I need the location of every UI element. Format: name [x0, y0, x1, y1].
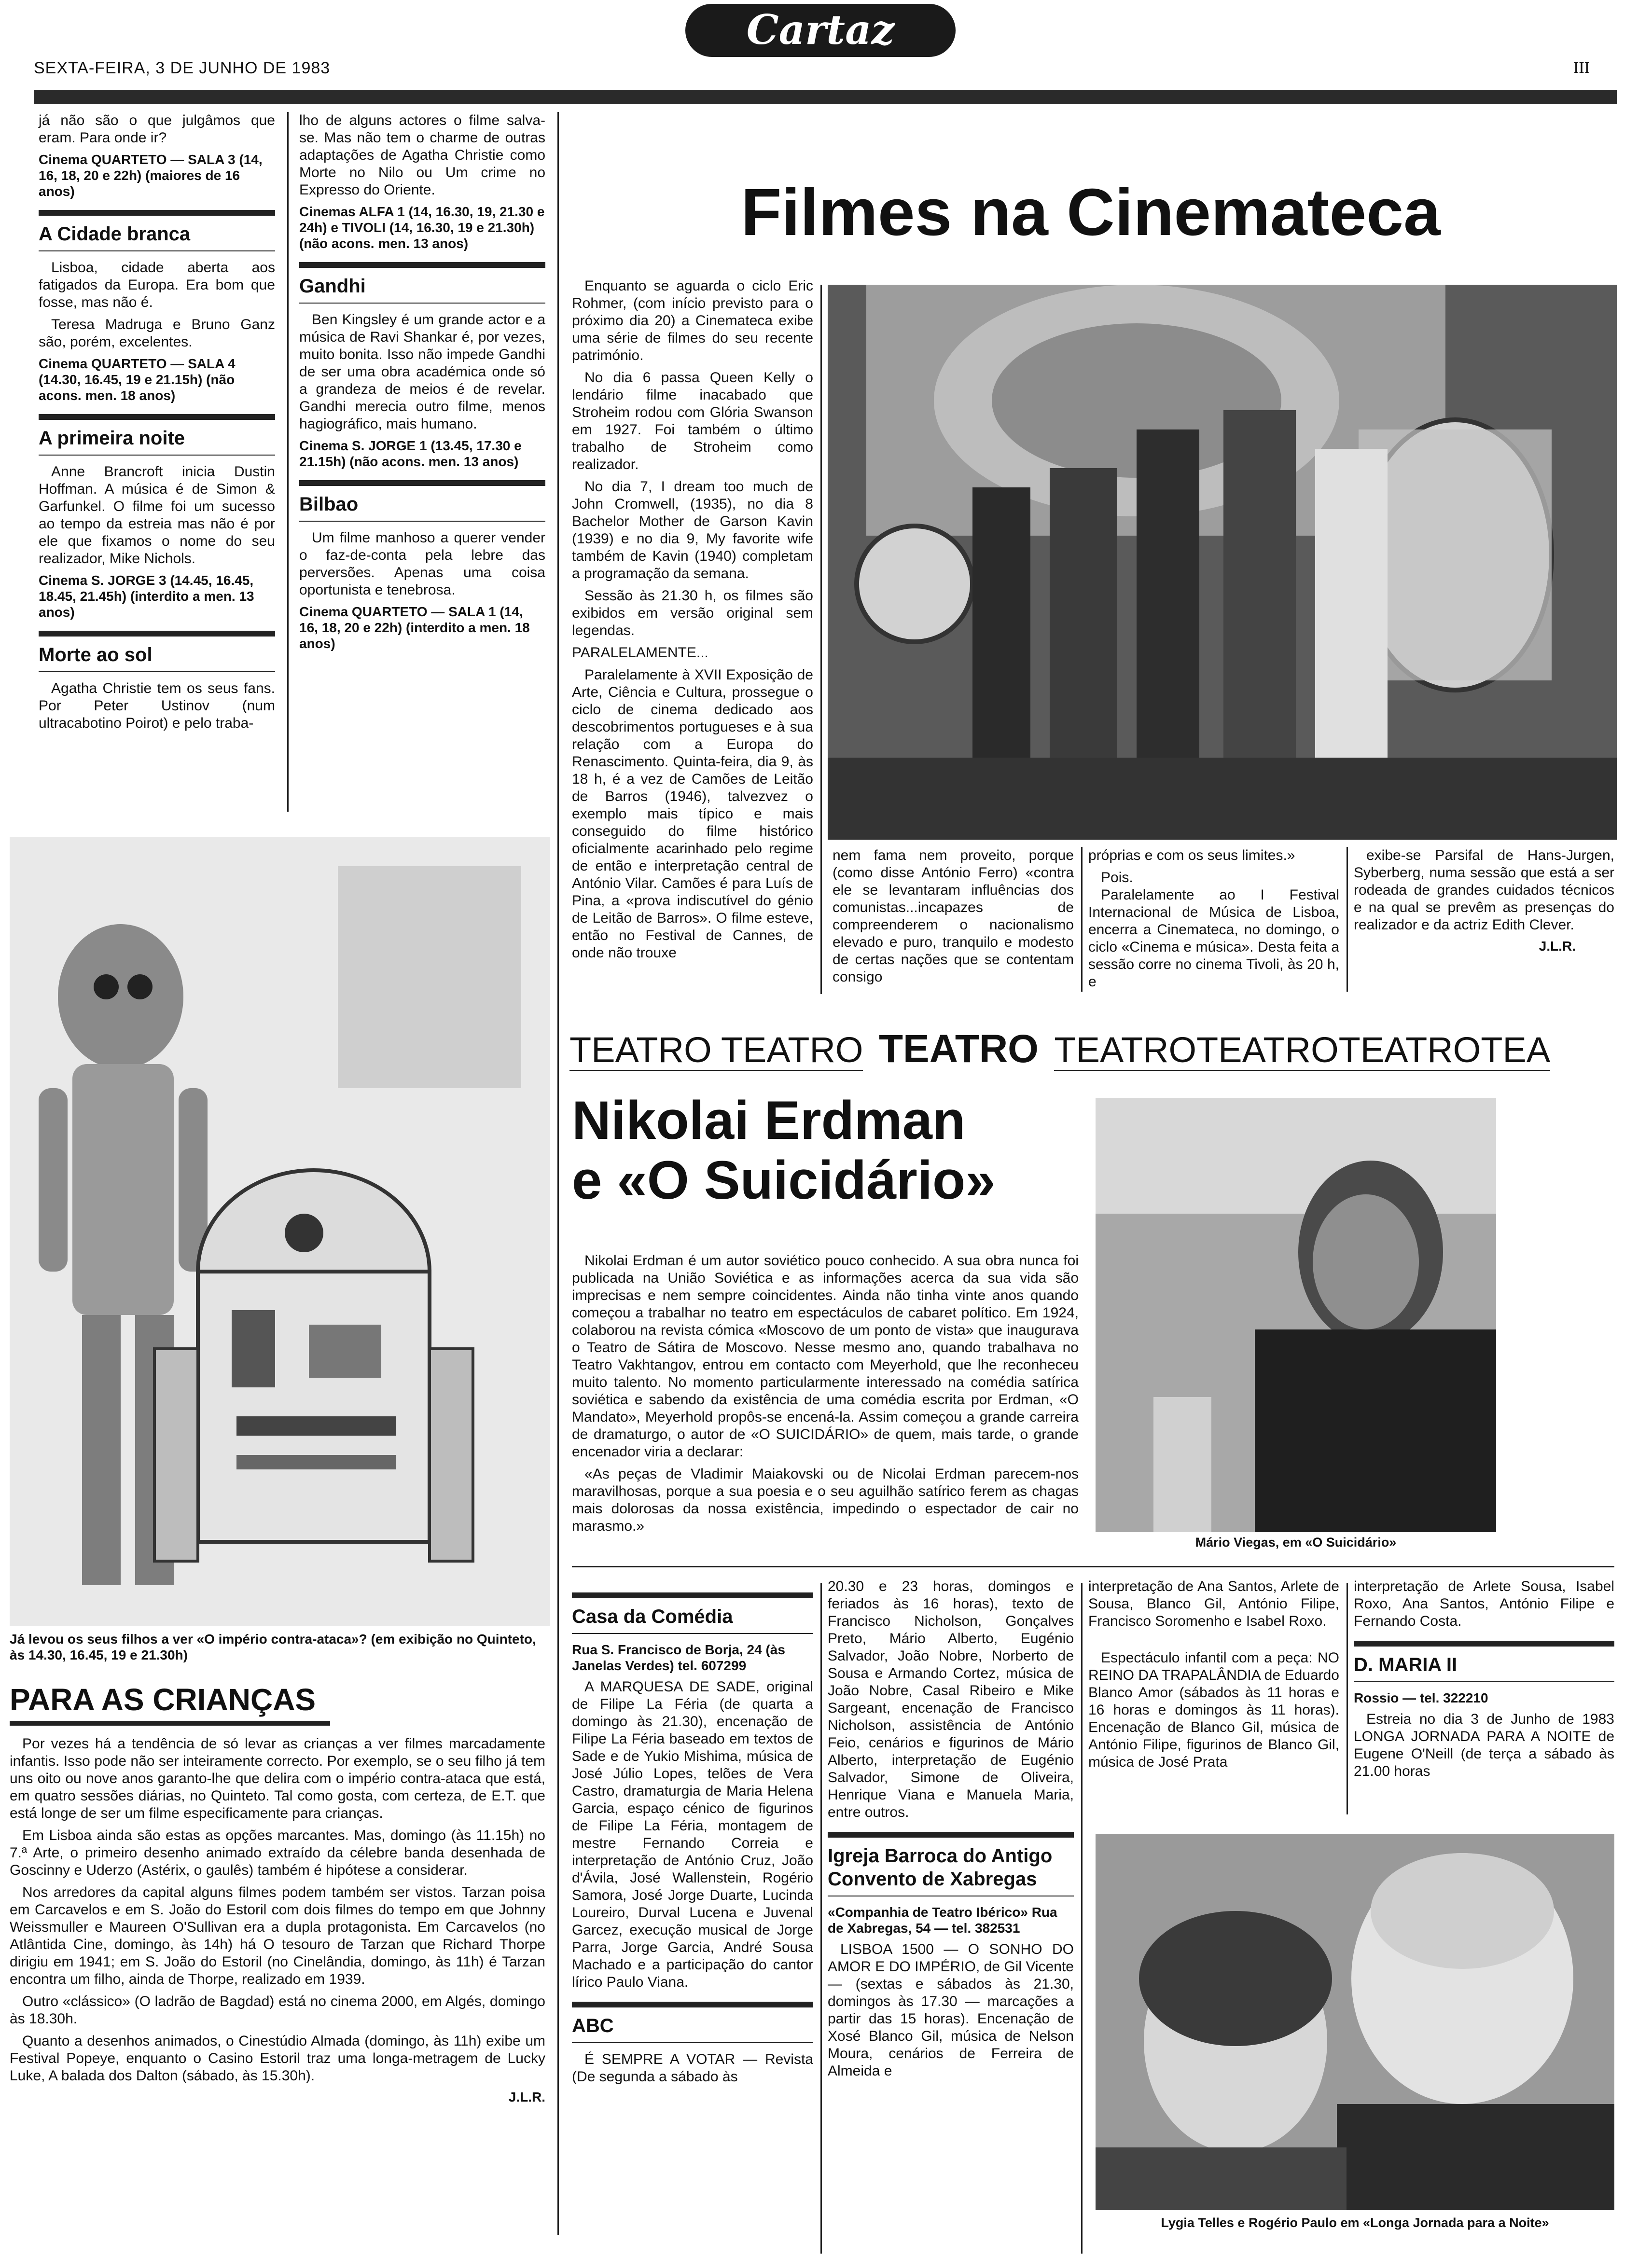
cinemateca-photo: [828, 285, 1617, 840]
criancas-text-1: Por vezes há a tendência de só levar as crianças a ver filmes marcadamente infantis. Isso pode não ser inteiramente correcto. Por exemplo, se o seu filho já tem uns oito ou nove anos garanto-lhe que delira com o império contra-ataca que está, em quatro sessões diárias, no Quinteto. Tal como gosta, com certeza, de E.T. que está longe de ser um filme especificamente para crianças.: [10, 1736, 545, 1821]
igreja-info: «Companhia de Teatro Ibérico» Rua de Xabregas, 54 — tel. 382531: [828, 1905, 1057, 1936]
second-column: [299, 112, 545, 656]
cinemateca-text-c3c: Paralelamente ao I Festival Internacional de Música de Lisboa, encerra a Cinemateca, no domingo, o ciclo «Cinema e música». Desta feita a sessão corre no cinema Tivoli, às 20 h, e: [1088, 887, 1339, 990]
divider: [39, 631, 275, 637]
column-rule: [1081, 1583, 1083, 2254]
abc-continued: 20.30 e 23 horas, domingos e feriados às 16 horas), texto de Francisco Nicholson, Gonçalves Preto, Mário Alberto, Eugénio Salvador, João Nobre, Norberto de Sousa e Armando Cortez, música de João Nobre, Casal Ribeiro e Mike Sargeant, encenação de Francisco Nicholson, assistência de António Feio, cenários e figurinos de Mário Alberto, interpretação de Eugénio Salvador, Simone de Oliveira, Henrique Viana e Manuela Maria, entre outros.: [828, 1578, 1074, 1820]
robots-photo-caption: Já levou os seus filhos a ver «O império contra-ataca»? (em exibição no Quinteto, às 14.30, 16.45, 19 e 21.30h): [10, 1632, 536, 1662]
cinemateca-text-c3b: Pois.: [1101, 870, 1133, 886]
section-title-abc: ABC: [572, 2014, 813, 2043]
gandhi-text: Ben Kingsley é um grande actor e a música de Ravi Shankar é, por vezes, muito bonita. Isso não impede Gandhi de ser uma obra académica onde só a grandeza de meios é de revelar. Gandhi merecia outro filme, menos hagiográfico, mais humano.: [299, 312, 545, 432]
jornada-illustration: [1096, 1834, 1614, 2210]
banner-left: TEATRO TEATRO: [569, 1030, 863, 1071]
right-mid-column: [1088, 1578, 1339, 1776]
masthead: [0, 0, 1652, 111]
intro-info: Cinema QUARTETO — SALA 3 (14, 16, 18, 20 e 22h) (maiores de 16 anos): [39, 152, 263, 199]
cinemateca-col1: [572, 277, 813, 967]
erdman-text-1: Nikolai Erdman é um autor soviético pouco conhecido. A sua obra nunca foi publicada na União Soviética e as informações acerca da sua vida são imprecisas e nem sempre coincidentes. Ainda não tinha vinte anos quando começou a trabalhar no teatro em espectáculos de cabaret político. Em 1924, colaborou na revista cómica «Moscovo de um ponto de vista» que inaugurava o Teatro de Sátira de Moscovo. Nesse mesmo ano, quando trabalhava no Teatro Vakhtangov, entrou em contacto com Meyerhold, que lhe reconheceu muito talento. No momento particularmente interessado na comédia satírica soviética e sabendo da existência de uma comédia escrita por Erdman, «O Mandato», Meyerhold propôs-se encená-la. Assim começou a grande carreira de dramaturgo, o autor de «O SUICIDÁRIO» de quem, mais tarde, o grande encenador viria a declarar:: [572, 1253, 1079, 1460]
trapalandia-text: Espectáculo infantil com a peça: NO REINO DA TRAPALÂNDIA de Eduardo Blanco Amor (sábados às 11 horas e 16 horas e domingos às 11 horas). Encenação de Blanco Gil, música de António Filipe, figurinos de Blanco Gil, música de José Prata: [1088, 1650, 1339, 1770]
jornada-photo: [1096, 1834, 1614, 2210]
viegas-photo: [1096, 1098, 1496, 1532]
morte-text: Agatha Christie tem os seus fans. Por Peter Ustinov (num ultracabotino Poirot) e pelo traba-: [39, 680, 275, 731]
cinemateca-col4: [1354, 847, 1614, 954]
column-rule: [287, 112, 289, 812]
viegas-photo-caption: Mário Viegas, em «O Suicidário»: [1195, 1535, 1397, 1550]
section-title-bilbao: Bilbao: [299, 493, 545, 522]
section-title-igreja: Igreja Barroca do Antigo Convento de Xabregas: [828, 1844, 1074, 1896]
bilbao-text: Um filme manhoso a querer vender o faz-de-conta pela lebre das perversões. Apenas uma coisa oportunista e tenebrosa.: [299, 530, 545, 598]
banner-mid: TEATRO: [878, 1028, 1039, 1071]
erdman-headline: [572, 1091, 1079, 1210]
section-title-morte: Morte ao sol: [39, 643, 275, 672]
column-rule: [1347, 1583, 1348, 1814]
maria-text: Estreia no dia 3 de Junho de 1983 LONGA JORNADA PARA A NOITE de Eugene O'Neill (de terça a sábado às 21.00 horas: [1354, 1711, 1614, 1779]
cinemateca-text-4: Sessão às 21.30 h, os filmes são exibidos em versão original sem legendas.: [572, 588, 813, 638]
cinemateca-col3: [1088, 847, 1339, 996]
divider: [299, 262, 545, 268]
maria-info: Rossio — tel. 322210: [1354, 1690, 1488, 1705]
divider: [828, 1832, 1074, 1838]
primeira-info: Cinema S. JORGE 3 (14.45, 16.45, 18.45, 21.45h) (interdito a men. 13 anos): [39, 573, 254, 620]
criancas-signature: J.L.R.: [508, 2090, 545, 2104]
logo-text: Cartaz: [746, 6, 895, 54]
teatro-banner: [569, 1028, 1617, 1071]
left-column: [39, 112, 275, 737]
igreja-text: LISBOA 1500 — O SONHO DO AMOR E DO IMPÉRIO, de Gil Vicente — (sextas e sábados às 21.30, domingos às 17.30 — marcações a partir das 15 horas). Encenação de Xosé Blanco Gil, música de Nelson Moura, cenários de Ferreira de Almeida e: [828, 1941, 1074, 2079]
cidade-info: Cinema QUARTETO — SALA 4 (14.30, 16.45, 19 e 21.15h) (não acons. men. 18 anos): [39, 356, 236, 403]
abc-text: É SEMPRE A VOTAR — Revista (De segunda a sábado às: [572, 2051, 813, 2085]
gandhi-info: Cinema S. JORGE 1 (13.45, 17.30 e 21.15h) (não acons. men. 13 anos): [299, 438, 522, 469]
cinemateca-text-5: PARALELAMENTE...: [572, 645, 708, 661]
comedia-text: A MARQUESA DE SADE, original de Filipe La Féria (de quarta a domingo às 21.30), encenação de Filipe La Féria baseado em textos de Sade e de Yukio Mishima, música de José Júlio Lopes, telões de Vera Castro, dramaturgia de Maria Helena Garcia, espaço cénico de figurinos de Filipe La Féria, montagem de mestre Fernando Correia e interpretação de António Cruz, João d'Ávila, José Wallenstein, Rogério Samora, José Jorge Duarte, Lucinda Loureiro, Durval Lucena e Juvenal Garcez, execução musical de Jorge Parra, Jorge Garcia, André Sousa Machado e a participação do cantor lírico Paulo Viana.: [572, 1679, 813, 1990]
film-still-illustration: [828, 285, 1617, 840]
cinemateca-text-c3a: próprias e com os seus limites.»: [1088, 847, 1295, 863]
comedia-address: Rua S. Francisco de Borja, 24 (às Janelas Verdes) tel. 607299: [572, 1642, 785, 1673]
divider: [572, 2002, 813, 2007]
jornada-photo-caption: Lygia Telles e Rogério Paulo em «Longa Jornada para a Noite»: [1161, 2215, 1549, 2230]
divider: [299, 480, 545, 486]
column-rule: [1081, 847, 1083, 992]
comedia-column: [572, 1592, 813, 2090]
erdman-text-2: «As peças de Vladimir Maiakovski ou de Nicolai Erdman parecem-nos maravilhosas, porque a sua poesia e o seu aguilhão satírico ferem as chagas mais dolorosas da nossa existência, impedindo o espectador de cair no marasmo.»: [572, 1466, 1079, 1534]
cinemateca-text-1: Enquanto se aguarda o ciclo Eric Rohmer, (com início previsto para o próximo dia 20) a Cinemateca exibe uma série de filmes do seu recente património.: [572, 278, 813, 363]
cinemateca-signature: J.L.R.: [1539, 939, 1576, 954]
section-title-comedia: Casa da Comédia: [572, 1605, 813, 1634]
criancas-text-2: Em Lisboa ainda são estas as opções marcantes. Mas, domingo (às 11.15h) no 7.ª Arte, o primeiro desenho animado extraído da célebre banda desenhada de Goscinny e Uderzo (Astérix, o gaulês) também é hipótese a considerar.: [10, 1827, 545, 1878]
cinemateca-text-2: No dia 6 passa Queen Kelly o lendário filme inacabado que Stroheim rodou com Glória Swanson em 1927. Foi também o último trabalho de Stroheim como realizador.: [572, 370, 813, 472]
criancas-text-5: Quanto a desenhos animados, o Cinestúdio Almada (domingo, às 11h) exibe um Festival Popeye, enquanto o Casino Estoril traz uma longa-metragem de Lucky Luke, A balada dos Dalton (sábado, às 15.30h).: [10, 2033, 545, 2084]
divider: [39, 210, 275, 216]
divider: [572, 1592, 813, 1598]
morte-continued: lho de alguns actores o filme salva-se. Mas não tem o charme de outras adaptações de Agatha Christie como Morte no Nilo ou Um crime no Expresso do Oriente.: [299, 112, 545, 198]
cinemateca-text-c4: exibe-se Parsifal de Hans-Jurgen, Syberberg, numa sessão que está a ser rodeada de grandes cuidados técnicos e na qual se prevêm as presenças do realizador e da actriz Edith Clever.: [1354, 847, 1614, 933]
section-title-cidade: A Cidade branca: [39, 222, 275, 251]
trapalandia-continued: interpretação de Arlete Sousa, Isabel Roxo, Ana Santos, António Filipe e Fernando Costa.: [1354, 1578, 1614, 1629]
portrait-illustration: [1096, 1098, 1496, 1532]
section-title-gandhi: Gandhi: [299, 275, 545, 304]
column-rule: [820, 285, 822, 994]
column-rule: [557, 112, 559, 2235]
cidade-text-1: Lisboa, cidade aberta aos fatigados da Europa. Era bom que fosse, mas não é.: [39, 260, 275, 310]
column-rule: [820, 1583, 822, 2254]
column-rule: [1347, 847, 1348, 992]
cinemateca-col2: [833, 847, 1074, 991]
page-number: III: [1573, 59, 1590, 77]
criancas-text-4: Outro «clássico» (O ladrão de Bagdad) está no cinema 2000, em Algés, domingo às 18.30h.: [10, 1993, 545, 2027]
section-title-primeira: A primeira noite: [39, 427, 275, 456]
mid-column: [828, 1578, 1074, 2085]
section-title-criancas: PARA AS CRIANÇAS: [10, 1682, 330, 1726]
cinemateca-text-3: No dia 7, I dream too much de John Cromwell, (1935), no dia 8 Bachelor Mother de Garson Kavin (1939) e no dia 9, My favorite wife também de Kavin (1940) completam a programação da semana.: [572, 479, 813, 581]
masthead-logo: [685, 4, 956, 57]
cinemateca-text-c2: nem fama nem proveito, porque (como disse António Ferro) «contra ele se levantaram influências dos comunistas...incapazes de compreenderem o nacionalismo elevado e puro, tranquilo e modesto de certas nações que se contentam consigo: [833, 847, 1074, 985]
masthead-date: SEXTA-FEIRA, 3 DE JUNHO DE 1983: [34, 59, 331, 77]
criancas-section: [10, 1631, 545, 2105]
headline-line-2: e «O Suicidário»: [572, 1150, 996, 1210]
intro-text: já não são o que julgâmos que eram. Para onde ir?: [39, 112, 275, 146]
bilbao-info: Cinema QUARTETO — SALA 1 (14, 16, 18, 20 e 22h) (interdito a men. 18 anos): [299, 604, 530, 651]
divider: [39, 414, 275, 420]
divider: [1354, 1641, 1614, 1647]
cinemateca-text-6: Paralelamente à XVII Exposição de Arte, Ciência e Cultura, prossegue o ciclo de cinema dedicado aos descobrimentos portugueses e à sua relação com a Europa do Renascimento. Quinta-feira, dia 9, às 18 h, é a vez de Camões de Leitão de Barros (1946), talvezvez o exemplo mais típico e mais conseguido do filme histórico oficialmente acarinhado pelo regime de então e interpretação central de António Vilar. Camões é para Luís de Pina, a «prova indiscutível do génio de Leitão de Barros». O filme esteve, então no Festival de Cannes, de onde não trouxe: [572, 667, 813, 961]
cidade-text-2: Teresa Madruga e Bruno Ganz são, porém, excelentes.: [39, 317, 275, 350]
headline-line-1: Nikolai Erdman: [572, 1090, 966, 1150]
section-title-maria: D. MARIA II: [1354, 1653, 1614, 1682]
banner-right: TEATROTEATROTEATROTEA: [1054, 1030, 1550, 1071]
primeira-text: Anne Brancroft inicia Dustin Hoffman. A música é de Simon & Garfunkel. O filme foi um sucesso ao tempo da estreia mas não é por ele que fixamos o nome do seu realizador, Mike Nichols.: [39, 464, 275, 567]
erdman-body: [572, 1252, 1079, 1540]
robots-illustration: [10, 837, 550, 1626]
horizontal-rule: [572, 1566, 1614, 1567]
morte-info: Cinemas ALFA 1 (14, 16.30, 19, 21.30 e 24h) e TIVOLI (14, 16.30, 19 e 21.30h) (não acons. men. 13 anos): [299, 204, 545, 251]
igreja-continued: interpretação de Ana Santos, Arlete de Sousa, Blanco Gil, António Filipe, Francisco Soromenho e Isabel Roxo.: [1088, 1578, 1339, 1629]
criancas-text-3: Nos arredores da capital alguns filmes podem também ser vistos. Tarzan poisa em Carcavelos e em S. João do Estoril com dois filmes do tempo em que Johnny Weissmuller e Maureen O'Sullivan era a dupla protagonista. Em Carcavelos (no Atlântida Cine, domingo, às 14h) há O tesouro de Tarzan que Richard Thorpe dirigiu em 1941; em S. João do Estoril (no Cinelândia, domingo, às 11h) é Tarzan encontra um filho, ainda de Thorpe, realizado em 1939.: [10, 1884, 545, 1987]
cinemateca-title: Filmes na Cinemateca: [741, 175, 1441, 249]
maria-column: [1354, 1578, 1614, 1785]
masthead-rule: [34, 90, 1617, 104]
robots-photo: [10, 837, 550, 1626]
